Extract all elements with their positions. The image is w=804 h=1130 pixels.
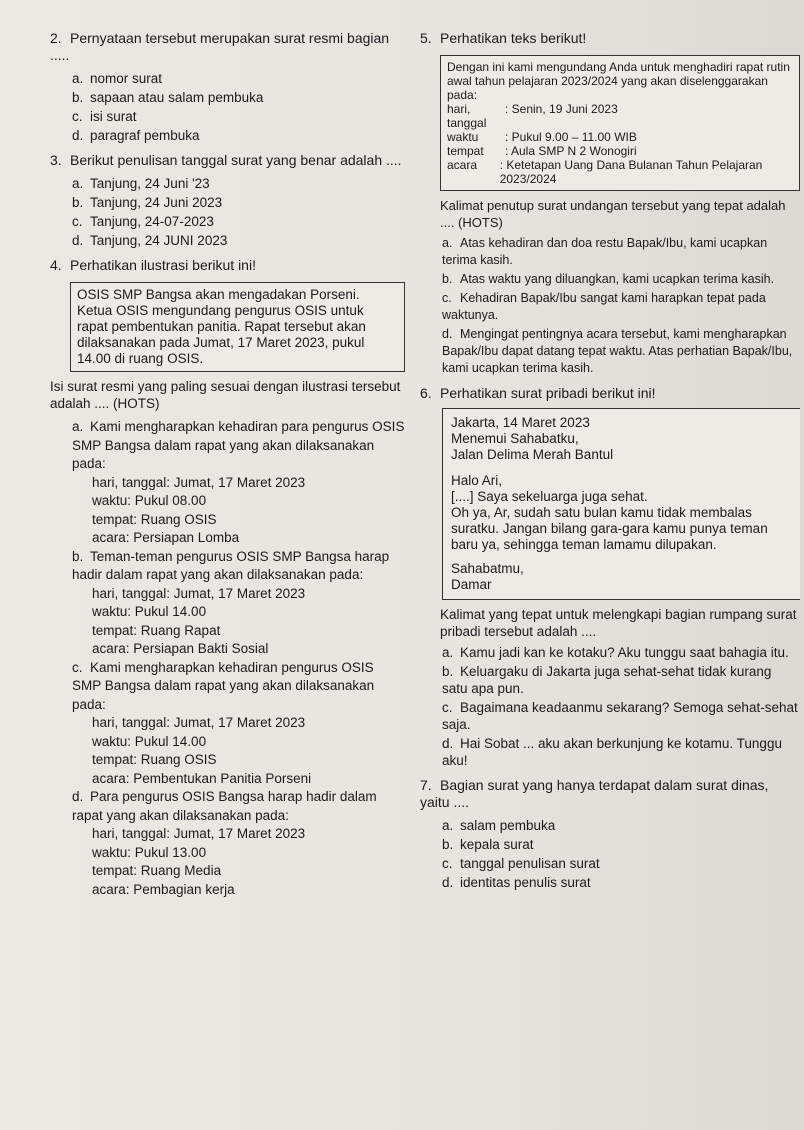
q5-option-b: b. Atas waktu yang diluangkan, kami ucapkan terima kasih. — [442, 272, 775, 286]
q3-option-c: c. Tanjung, 24-07-2023 — [72, 214, 214, 229]
q2-option-d: d. paragraf pembuka — [72, 128, 200, 143]
question-7 — [420, 777, 800, 891]
q4-option-b: b. Teman-teman pengurus OSIS SMP Bangsa harap hadir dalam rapat yang akan dilaksanakan pada: hari, tanggal: Jumat, 17 Maret 2023 waktu: Pukul 14.00 tempat: Ruang Rapat acara: Persiapan Bakti Sosial — [72, 548, 390, 656]
q3-number: 3. — [50, 152, 62, 168]
q3-option-b: b. Tanjung, 24 Juni 2023 — [72, 195, 223, 210]
q5-text: Perhatikan teks berikut! — [440, 30, 587, 46]
q2-option-b: b. sapaan atau salam pembuka — [72, 90, 264, 105]
q4-option-a: a. Kami mengharapkan kehadiran para pengurus OSIS SMP Bangsa dalam rapat yang akan dilaksanakan pada: hari, tanggal: Jumat, 17 Maret 2023 waktu: Pukul 08.00 tempat: Ruang OSIS acara: Persiapan Lomba — [72, 419, 405, 545]
q4-illustration-box: OSIS SMP Bangsa akan mengadakan Porseni. Ketua OSIS mengundang pengurus OSIS untuk rapat pembentukan panitia. Rapat tersebut akan dilaksanakan pada Jumat, 17 Maret 2023, pukul 14.00 di ruang OSIS. — [70, 282, 405, 372]
question-3 — [50, 152, 405, 249]
q7-option-c: c. tanggal penulisan surat — [442, 856, 600, 871]
q4-prompt: Isi surat resmi yang paling sesuai dengan ilustrasi tersebut adalah .... (HOTS) — [50, 379, 401, 411]
q4-number: 4. — [50, 257, 62, 273]
q7-option-d: d. identitas penulis surat — [442, 875, 591, 890]
q7-number: 7. — [420, 777, 432, 793]
q3-option-a: a. Tanjung, 24 Juni '23 — [72, 176, 210, 191]
q7-option-a: a. salam pembuka — [442, 818, 556, 833]
q2-option-c: c. isi surat — [72, 109, 137, 124]
q2-text: Pernyataan tersebut merupakan surat resmi bagian ..... — [50, 30, 390, 63]
q2-number: 2. — [50, 30, 62, 46]
question-5 — [420, 30, 800, 377]
left-column — [50, 30, 405, 899]
q5-option-c: c. Kehadiran Bapak/Ibu sangat kami harapkan tepat pada waktunya. — [442, 291, 766, 322]
q6-letter-box: Jakarta, 14 Maret 2023 Menemui Sahabatku, Jalan Delima Merah Bantul Halo Ari, [....] Saya sekeluarga juga sehat. Oh ya, Ar, sudah satu bulan kamu tidak membalas suratku. Jangan bilang gara-gara kamu punya teman baru ya, sehingga teman lamamu dilupakan. Sahabatmu, Damar — [442, 408, 800, 600]
question-2 — [50, 30, 405, 144]
q2-option-a: a. nomor surat — [72, 71, 163, 86]
q7-text: Bagian surat yang hanya terdapat dalam surat dinas, yaitu .... — [420, 777, 769, 810]
q6-option-c: c. Bagaimana keadaanmu sekarang? Semoga sehat-sehat saja. — [442, 700, 798, 732]
question-4 — [50, 257, 405, 899]
q6-prompt: Kalimat yang tepat untuk melengkapi bagian rumpang surat pribadi tersebut adalah .... — [440, 607, 797, 639]
q6-number: 6. — [420, 385, 432, 401]
q5-number: 5. — [420, 30, 432, 46]
q6-option-d: d. Hai Sobat ... aku akan berkunjung ke kotamu. Tunggu aku! — [442, 736, 782, 768]
q6-option-b: b. Keluargaku di Jakarta juga sehat-sehat tidak kurang satu apa pun. — [442, 664, 772, 696]
q5-option-a: a. Atas kehadiran dan doa restu Bapak/Ibu, kami ucapkan terima kasih. — [442, 236, 768, 267]
q3-text: Berikut penulisan tanggal surat yang benar adalah .... — [70, 152, 402, 168]
q3-option-d: d. Tanjung, 24 JUNI 2023 — [72, 233, 228, 248]
q6-option-a: a. Kamu jadi kan ke kotaku? Aku tunggu saat bahagia itu. — [442, 645, 789, 660]
right-column — [420, 30, 800, 893]
q4-option-d: d. Para pengurus OSIS Bangsa harap hadir dalam rapat yang akan dilaksanakan pada: hari, tanggal: Jumat, 17 Maret 2023 waktu: Pukul 13.00 tempat: Ruang Media acara: Pembagian kerja — [72, 789, 377, 897]
q5-option-d: d. Mengingat pentingnya acara tersebut, kami mengharapkan Bapak/Ibu dapat datang tepat waktu. Atas perhatian Bapak/Ibu, kami ucapkan terima kasih. — [442, 327, 793, 375]
q7-option-b: b. kepala surat — [442, 837, 534, 852]
question-6 — [420, 385, 800, 769]
q6-text: Perhatikan surat pribadi berikut ini! — [440, 385, 656, 401]
q4-option-c: c. Kami mengharapkan kehadiran pengurus OSIS SMP Bangsa dalam rapat yang akan dilaksanakan pada: hari, tanggal: Jumat, 17 Maret 2023 waktu: Pukul 14.00 tempat: Ruang OSIS acara: Pembentukan Panitia Porseni — [72, 659, 375, 786]
q5-prompt: Kalimat penutup surat undangan tersebut yang tepat adalah .... (HOTS) — [440, 198, 786, 230]
q4-text: Perhatikan ilustrasi berikut ini! — [70, 257, 256, 273]
q5-invitation-box: Dengan ini kami mengundang Anda untuk menghadiri rapat rutin awal tahun pelajaran 2023/2024 yang akan diselenggarakan pada: hari, tanggal : Senin, 19 Juni 2023 waktu : Pukul 9.00 – 11.00 WIB tempat : Aula SMP N 2 Wonogiri acara : Ketetapan Uang Dana Bulanan Tahun Pelajaran 2023/2024 — [440, 55, 800, 191]
